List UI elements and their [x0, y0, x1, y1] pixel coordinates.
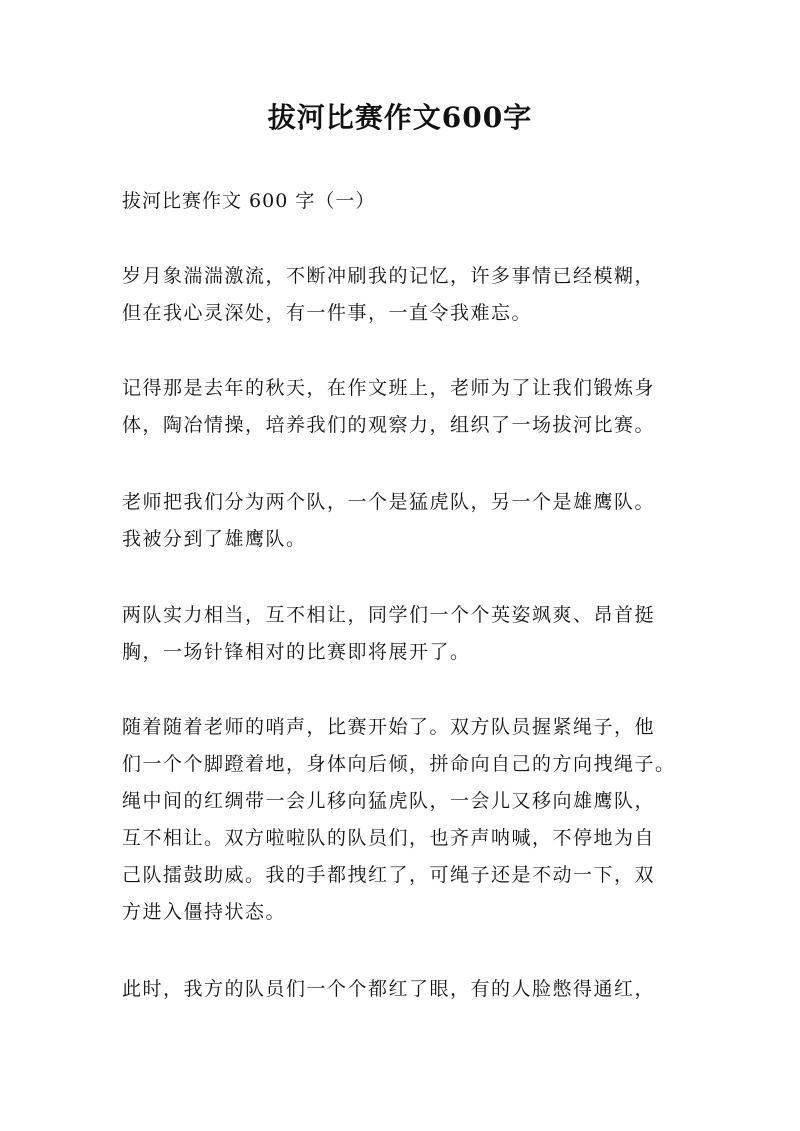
- paragraph-line: 们一个个脚蹬着地，身体向后倾，拼命向自己的方向拽绳子。: [122, 753, 676, 775]
- document-title: 拔河比赛作文600字: [267, 101, 533, 134]
- paragraph-line: 随着随着老师的哨声，比赛开始了。双方队员握紧绳子，他: [122, 716, 656, 738]
- paragraph-2: [122, 370, 688, 444]
- paragraph-6: [122, 971, 688, 1008]
- paragraph-3: [122, 484, 688, 558]
- paragraph-4: [122, 597, 688, 671]
- paragraph-line: 此时，我方的队员们一个个都红了眼，有的人脸憋得通红，: [122, 978, 656, 1000]
- section-heading: 拔河比赛作文 600 字（一）: [122, 190, 376, 212]
- paragraph-line: 绳中间的红绸带一会儿移向猛虎队，一会儿又移向雄鹰队，: [122, 790, 656, 812]
- paragraph-line: 我被分到了雄鹰队。: [122, 528, 307, 550]
- paragraph-line: 体，陶冶情操，培养我们的观察力，组织了一场拔河比赛。: [122, 414, 656, 436]
- paragraph-line: 己队擂鼓助威。我的手都拽红了，可绳子还是不动一下，双: [122, 864, 656, 886]
- paragraph-line: 胸，一场针锋相对的比赛即将展开了。: [122, 641, 471, 663]
- paragraph-line: 岁月象湍湍激流，不断冲刷我的记忆，许多事情已经模糊，: [122, 265, 656, 287]
- paragraph-1: [122, 258, 688, 332]
- paragraph-5: [122, 709, 688, 931]
- paragraph-line: 记得那是去年的秋天，在作文班上，老师为了让我们锻炼身: [122, 377, 656, 399]
- paragraph-line: 两队实力相当，互不相让，同学们一个个英姿飒爽、昂首挺: [122, 604, 656, 626]
- paragraph-line: 互不相让。双方啦啦队的队员们，也齐声呐喊，不停地为自: [122, 827, 656, 849]
- paragraph-line: 方进入僵持状态。: [122, 901, 287, 923]
- paragraph-line: 但在我心灵深处，有一件事，一直令我难忘。: [122, 302, 533, 324]
- paragraph-line: 老师把我们分为两个队，一个是猛虎队，另一个是雄鹰队。: [122, 491, 656, 513]
